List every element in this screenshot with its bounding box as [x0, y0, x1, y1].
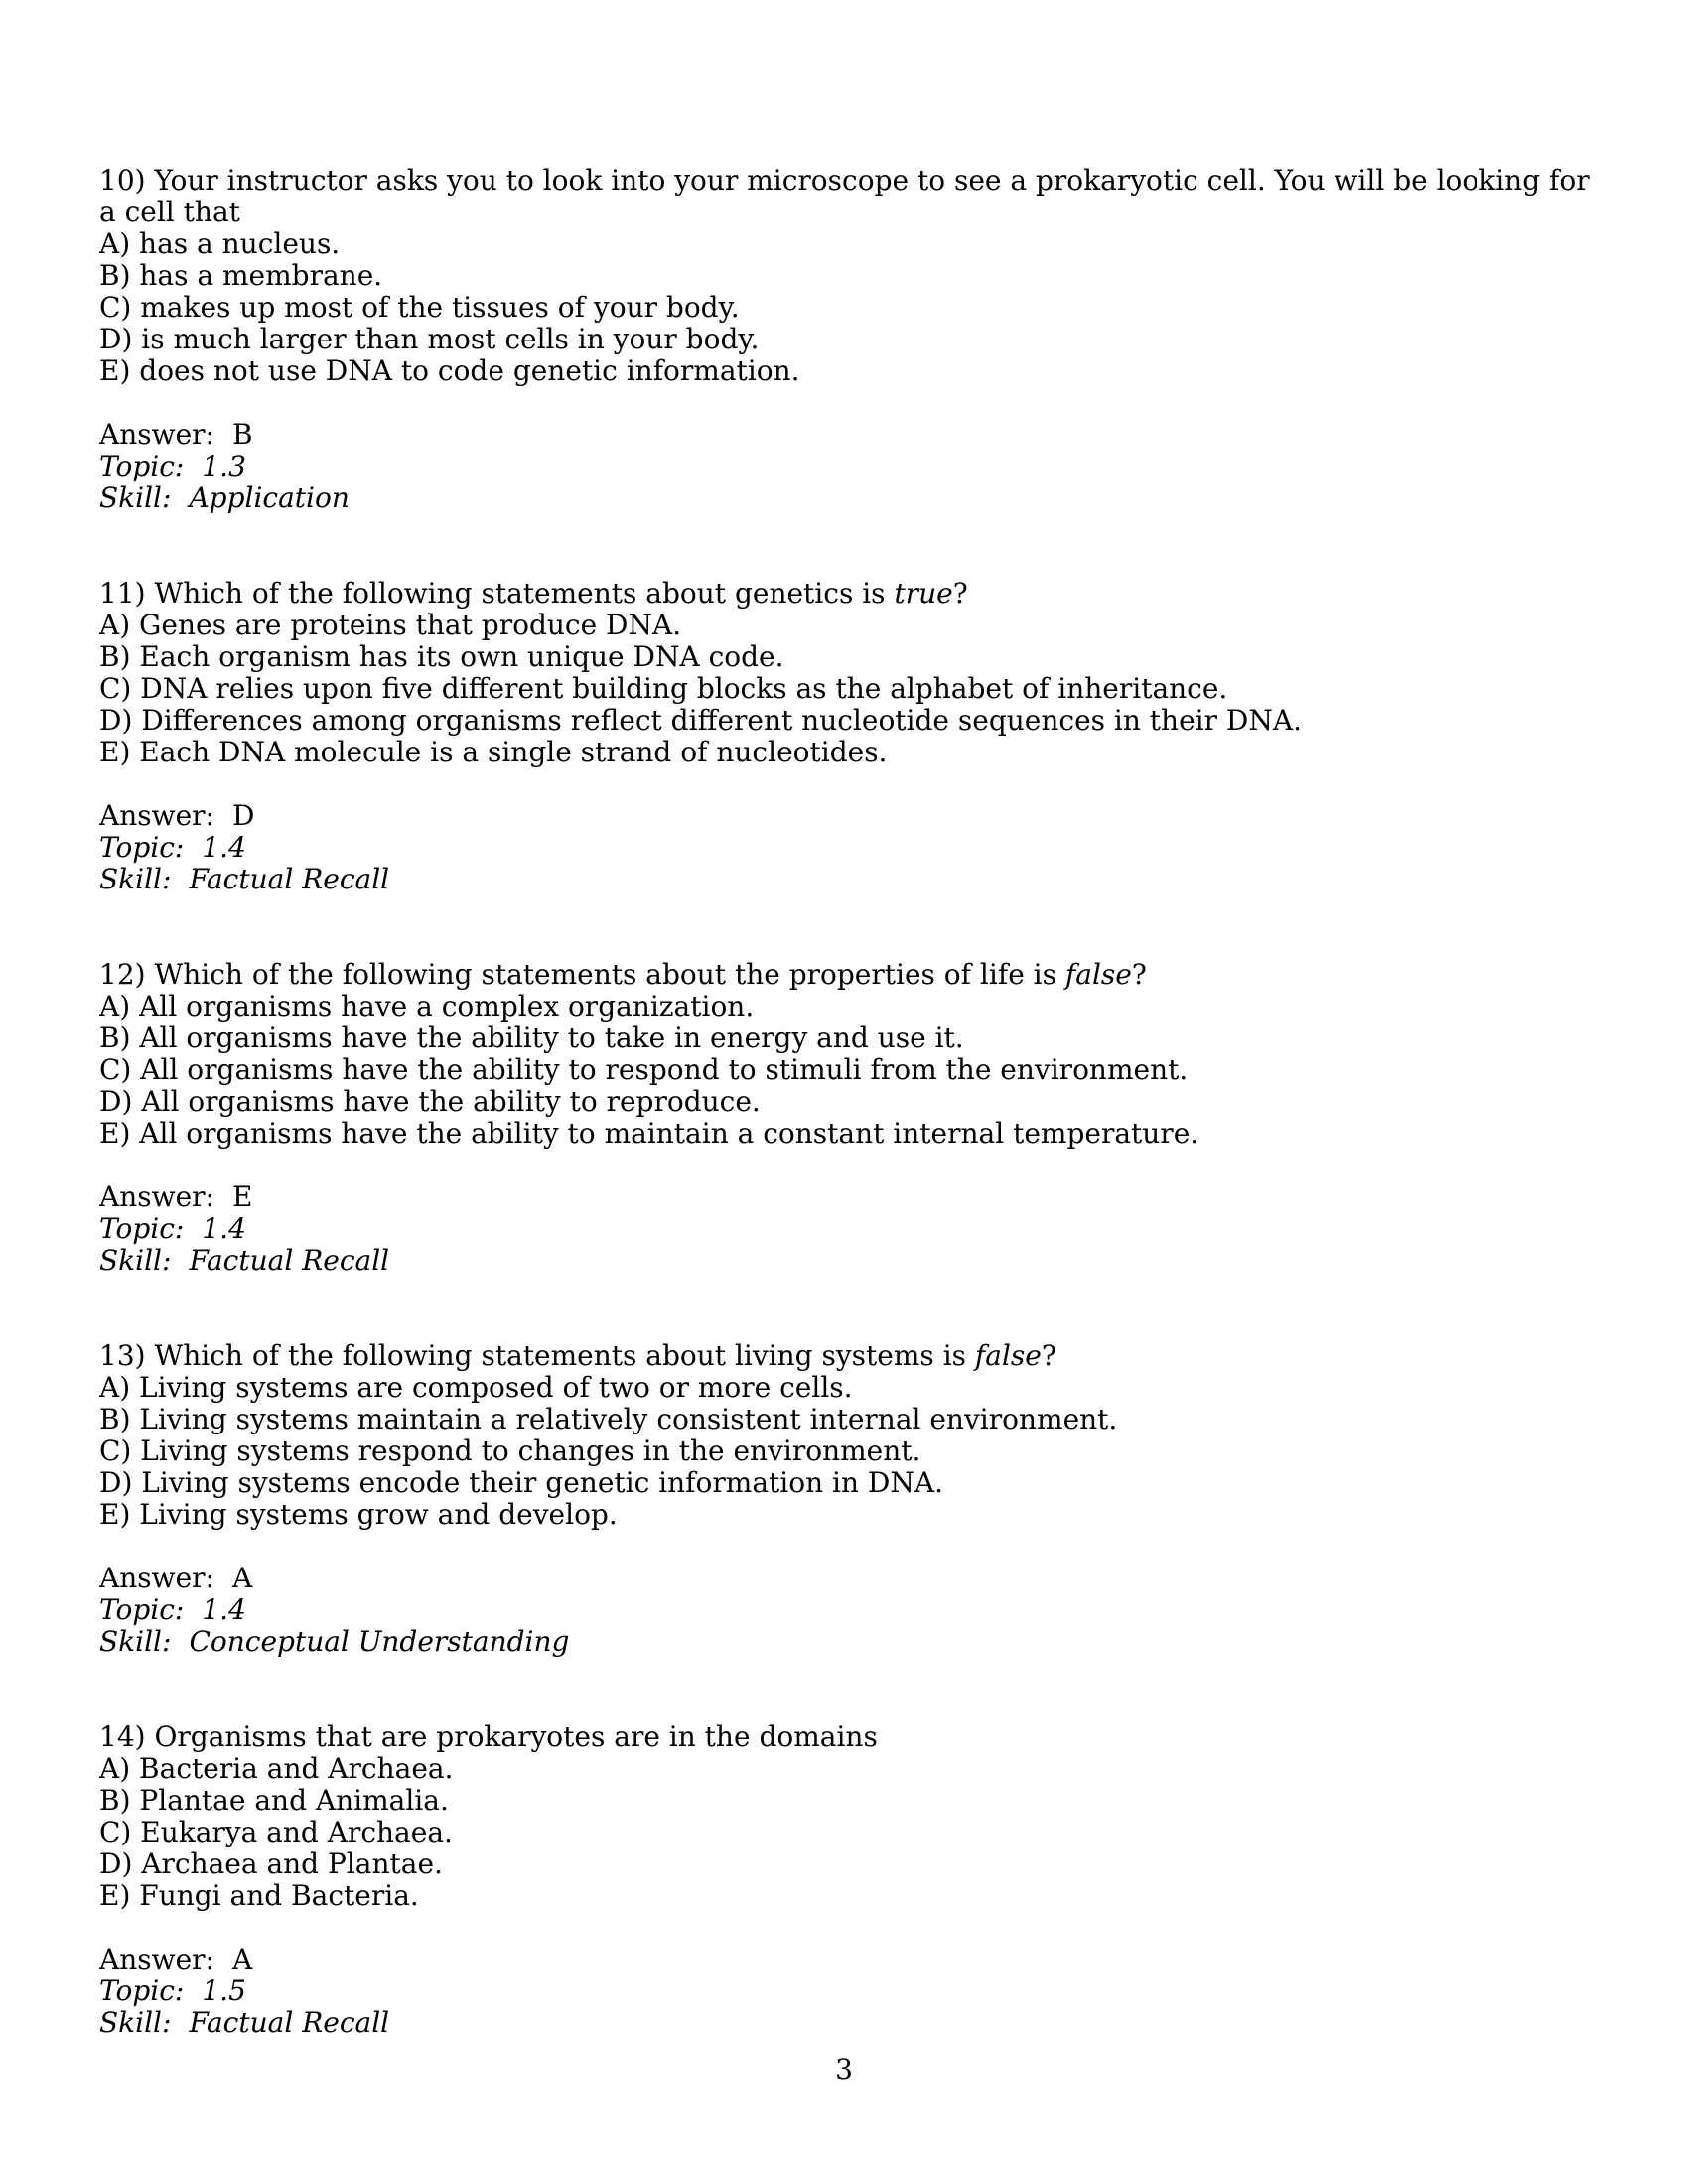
topic-label: Topic:: [99, 1212, 185, 1245]
question-text: [99, 1340, 1609, 1372]
option-a-line: [99, 991, 1609, 1023]
option-text: A) All organisms have a complex organization.: [99, 990, 755, 1023]
question-text-segment: 12) Which of the following statements about the properties of life is: [99, 958, 1065, 991]
option-c-line: [99, 673, 1609, 705]
option-d-line: [99, 1467, 1609, 1499]
skill-value: Application: [189, 481, 350, 514]
option-e-line: [99, 1880, 1609, 1912]
question-10: [99, 165, 1609, 514]
option-e-line: [99, 1499, 1609, 1531]
option-d-line: [99, 1848, 1609, 1880]
skill-line: [99, 1245, 1609, 1277]
option-text: B) All organisms have the ability to take in energy and use it.: [99, 1022, 964, 1054]
answer-label: Answer:: [99, 1943, 214, 1976]
answer-block: [99, 800, 1609, 895]
topic-label: Topic:: [99, 831, 185, 864]
option-text: B) has a membrane.: [99, 259, 383, 292]
answer-line: [99, 800, 1609, 832]
option-text: D) is much larger than most cells in your body.: [99, 323, 760, 355]
question-text: [99, 578, 1609, 610]
question-text: [99, 1721, 1609, 1753]
option-text: B) Plantae and Animalia.: [99, 1784, 449, 1817]
topic-value: 1.3: [202, 450, 246, 482]
option-text: E) does not use DNA to code genetic information.: [99, 354, 800, 387]
option-text: C) Eukarya and Archaea.: [99, 1816, 453, 1848]
option-text: C) DNA relies upon five different building blocks as the alphabet of inheritance.: [99, 672, 1228, 705]
option-text: D) Archaea and Plantae.: [99, 1847, 443, 1880]
option-text: A) has a nucleus.: [99, 227, 341, 260]
topic-line: [99, 832, 1609, 864]
option-b-line: [99, 1023, 1609, 1054]
answer-value: A: [231, 1943, 253, 1976]
question-11: [99, 578, 1609, 895]
option-b-line: [99, 1404, 1609, 1435]
option-text: E) All organisms have the ability to maintain a constant internal temperature.: [99, 1117, 1199, 1150]
option-text: A) Genes are proteins that produce DNA.: [99, 609, 682, 641]
option-a-line: [99, 228, 1609, 260]
option-text: A) Bacteria and Archaea.: [99, 1752, 454, 1785]
option-c-line: [99, 1817, 1609, 1848]
topic-value: 1.4: [202, 831, 246, 864]
option-text: B) Each organism has its own unique DNA code.: [99, 640, 784, 673]
topic-value: 1.4: [202, 1593, 246, 1626]
answer-value: A: [231, 1562, 253, 1594]
topic-value: 1.4: [202, 1212, 246, 1245]
option-a-line: [99, 1372, 1609, 1404]
question-text-segment: ?: [1041, 1339, 1056, 1372]
skill-label: Skill:: [99, 2006, 172, 2039]
option-text: C) makes up most of the tissues of your body.: [99, 291, 740, 324]
answer-label: Answer:: [99, 1562, 214, 1594]
topic-label: Topic:: [99, 450, 185, 482]
answer-value: D: [231, 799, 255, 832]
option-c-line: [99, 1435, 1609, 1467]
option-b-line: [99, 641, 1609, 673]
question-text-segment: ?: [952, 577, 968, 610]
option-a-line: [99, 610, 1609, 641]
answer-line: [99, 1944, 1609, 1976]
topic-line: [99, 451, 1609, 482]
option-text: E) Each DNA molecule is a single strand of nucleotides.: [99, 736, 888, 768]
answer-value: E: [231, 1180, 253, 1213]
question-text: [99, 959, 1609, 991]
skill-value: Conceptual Understanding: [189, 1625, 570, 1658]
question-text-segment: 13) Which of the following statements about living systems is: [99, 1339, 975, 1372]
question-text-italic: false: [1064, 958, 1132, 991]
skill-label: Skill:: [99, 481, 172, 514]
option-a-line: [99, 1753, 1609, 1785]
question-text-segment: 14) Organisms that are prokaryotes are in the domains: [99, 1720, 878, 1753]
answer-value: B: [231, 418, 253, 451]
option-text: C) Living systems respond to changes in the environment.: [99, 1434, 921, 1467]
option-text: E) Fungi and Bacteria.: [99, 1879, 419, 1912]
option-c-line: [99, 1054, 1609, 1086]
skill-line: [99, 864, 1609, 895]
skill-line: [99, 482, 1609, 514]
topic-label: Topic:: [99, 1975, 185, 2007]
question-text-segment: 11) Which of the following statements about genetics is: [99, 577, 895, 610]
topic-label: Topic:: [99, 1593, 185, 1626]
skill-value: Factual Recall: [189, 863, 390, 895]
skill-label: Skill:: [99, 1625, 172, 1658]
question-text-italic: true: [894, 577, 953, 610]
page-content: [99, 165, 1609, 2103]
option-text: D) Differences among organisms reflect different nucleotide sequences in their DNA.: [99, 704, 1302, 737]
option-text: D) Living systems encode their genetic information in DNA.: [99, 1466, 943, 1499]
topic-line: [99, 1213, 1609, 1245]
answer-label: Answer:: [99, 1180, 214, 1213]
answer-line: [99, 419, 1609, 451]
topic-line: [99, 1976, 1609, 2007]
answer-block: [99, 1563, 1609, 1658]
skill-line: [99, 1626, 1609, 1658]
option-text: E) Living systems grow and develop.: [99, 1498, 618, 1531]
option-c-line: [99, 292, 1609, 324]
question-text-segment: 10) Your instructor asks you to look into your microscope to see a prokaryotic cell. You will be looking for: [99, 164, 1590, 197]
answer-label: Answer:: [99, 799, 214, 832]
question-text-segment: ?: [1131, 958, 1147, 991]
question-text: [99, 165, 1609, 197]
skill-value: Factual Recall: [189, 1244, 390, 1277]
page-number: 3: [835, 2053, 853, 2086]
option-d-line: [99, 324, 1609, 355]
skill-line: [99, 2007, 1609, 2039]
option-d-line: [99, 1086, 1609, 1118]
option-text: D) All organisms have the ability to reproduce.: [99, 1085, 761, 1118]
option-text: A) Living systems are composed of two or more cells.: [99, 1371, 853, 1404]
skill-label: Skill:: [99, 863, 172, 895]
option-b-line: [99, 1785, 1609, 1817]
option-e-line: [99, 355, 1609, 387]
option-b-line: [99, 260, 1609, 292]
question-text: [99, 197, 1609, 228]
answer-line: [99, 1563, 1609, 1594]
question-13: [99, 1340, 1609, 1658]
option-text: B) Living systems maintain a relatively consistent internal environment.: [99, 1403, 1118, 1435]
topic-line: [99, 1594, 1609, 1626]
topic-value: 1.5: [202, 1975, 246, 2007]
option-e-line: [99, 737, 1609, 768]
answer-line: [99, 1181, 1609, 1213]
answer-label: Answer:: [99, 418, 214, 451]
question-14: [99, 1721, 1609, 2039]
skill-value: Factual Recall: [189, 2006, 390, 2039]
answer-block: [99, 1181, 1609, 1277]
question-text-italic: false: [974, 1339, 1042, 1372]
skill-label: Skill:: [99, 1244, 172, 1277]
question-12: [99, 959, 1609, 1277]
option-d-line: [99, 705, 1609, 737]
question-text-segment: a cell that: [99, 196, 240, 228]
answer-block: [99, 1944, 1609, 2039]
option-text: C) All organisms have the ability to respond to stimuli from the environment.: [99, 1053, 1189, 1086]
answer-block: [99, 419, 1609, 514]
option-e-line: [99, 1118, 1609, 1150]
